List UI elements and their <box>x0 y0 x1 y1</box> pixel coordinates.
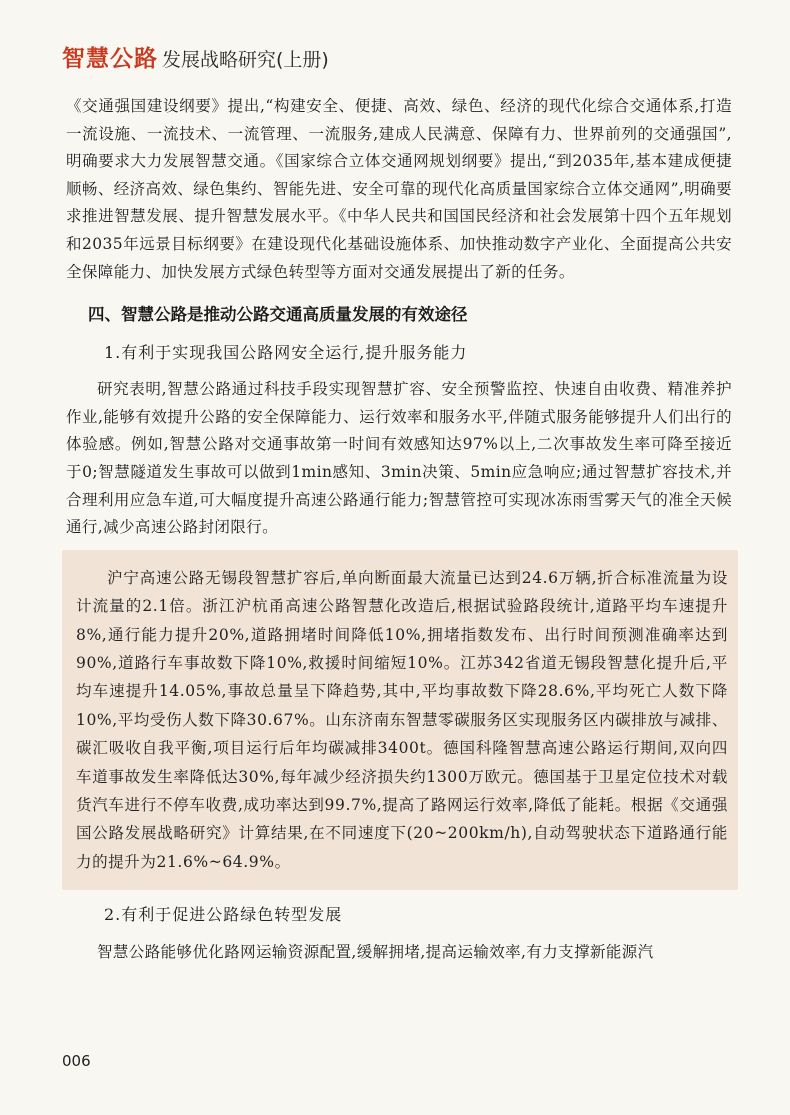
subsection-heading-2: 2.有利于促进公路绿色转型发展 <box>104 905 343 925</box>
book-brand-title: 智慧公路 <box>62 46 158 72</box>
paragraph-green: 智慧公路能够优化路网运输资源配置,缓解拥堵,提高运输效率,有力支撑新能源汽 <box>97 943 654 962</box>
paragraph-policy: 《交通强国建设纲要》提出,“构建安全、便捷、高效、绿色、经济的现代化综合交通体系,打造一流设施、一流技术、一流管理、一流服务,建成人民满意、保障有力、世界前列的交通强国”,明确要求大力发展智慧交通。《国家综合立体交通网规划纲要》提出,“到2035年,基本建成便捷顺畅、经济高效、绿色集约、智能先进、安全可靠的现代化高质量国家综合立体交通网”,明确要求推进智慧发展、提升智慧发展水平。《中华人民共和国国民经济和社会发展第十四个五年规划和2035年远景目标纲要》在建设现代化基础设施体系、加快推动数字产业化、全面提高公共安全保障能力、加快发展方式绿色转型等方面对交通发展提出了新的任务。 <box>66 97 732 281</box>
case-study-text: 沪宁高速公路无锡段智慧扩容后,单向断面最大流量已达到24.6万辆,折合标准流量为设计流量的2.1倍。浙江沪杭甬高速公路智慧化改造后,根据试验路段统计,道路平均车速提升8%,通行能力提升20%,道路拥堵时间降低10%,拥堵指数发布、出行时间预测准确率达到90%,道路行车事故数下降10%,救援时间缩短10%。江苏342省道无锡段智慧化提升后,平均车速提升14.05%,事故总量呈下降趋势,其中,平均事故数下降28.6%,平均死亡人数下降10%,平均受伤人数下降30.67%。山东济南东智慧零碳服务区实现服务区内碳排放与减排、碳汇吸收自我平衡,项目运行后年均碳减排3400t。德国科隆智慧高速公路运行期间,双向四车道事故发生率降低达30%,每年减少经济损失约1300万欧元。德国基于卫星定位技术对载货汽车进行不停车收费,成功率达到99.7%,提高了路网运行效率,降低了能耗。根据《交通强国公路发展战略研究》计算结果,在不同速度下(20~200km/h),自动驾驶状态下道路通行能力的提升为21.6%~64.9%。 <box>76 568 728 871</box>
page-number: 006 <box>62 1052 91 1070</box>
section-heading: 四、智慧公路是推动公路交通高质量发展的有效途径 <box>88 305 468 325</box>
running-header <box>62 40 329 73</box>
paragraph-research: 研究表明,智慧公路通过科技手段实现智慧扩容、安全预警监控、快速自由收费、精准养护作业,能够有效提升公路的安全保障能力、运行效率和服务水平,伴随式服务能够提升人们出行的体验感。例如,智慧公路对交通事故第一时间有效感知达97%以上,二次事故发生率可降至接近于0;智慧隧道发生事故可以做到1min感知、3min决策、5min应急响应;通过智慧扩容技术,并合理利用应急车道,可大幅度提升高速公路通行能力;智慧管控可实现冰冻雨雪雾天气的准全天候通行,减少高速公路封闭限行。 <box>66 380 732 537</box>
page-content <box>66 93 732 967</box>
book-subtitle: 发展战略研究(上册) <box>162 49 329 71</box>
case-study-box <box>62 550 738 890</box>
subsection-heading-1: 1.有利于实现我国公路网安全运行,提升服务能力 <box>104 343 468 363</box>
